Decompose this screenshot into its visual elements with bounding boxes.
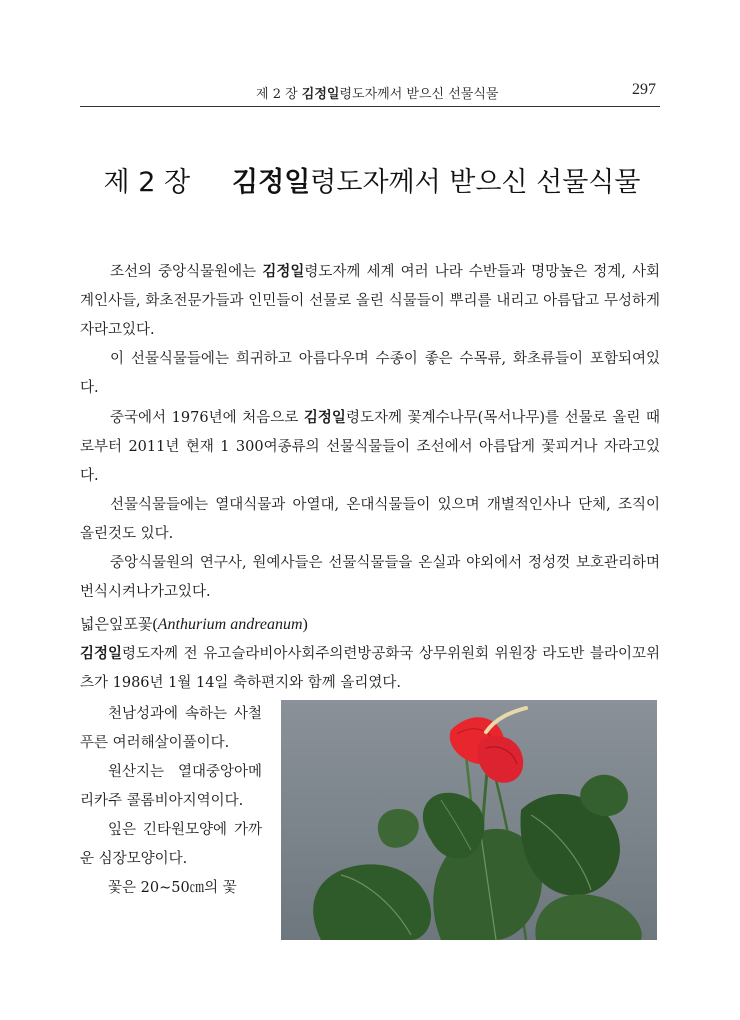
running-title-name: 김정일 [301,87,340,102]
plant-intro-name: 김정일 [80,645,123,662]
anthurium-photo [281,700,657,940]
running-title-prefix: 제 2 장 [256,87,302,102]
p3-text-b: 령도자께 꽃계수나무(목서나무)를 선물로 올린 때로부터 2011년 현재 1 300여종류의 선물식물들이 조선에서 아름답게 꽃피거나 자라고있다. [80,410,660,484]
page-number: 297 [632,81,656,98]
body-text [80,257,660,607]
plant-intro-text: 령도자께 전 유고슬라비아사회주의련방공화국 상무위원회 위원장 라도반 블라이꼬위츠가 1986년 1월 14일 축하편지와 함께 올리였다. [80,646,660,691]
running-header [80,80,660,107]
running-title-suffix: 령도자께서 받으신 선물식물 [339,87,499,102]
chapter-number: 제 2 장 [103,167,191,198]
plant-name-latin: Anthurium andreanum [157,616,303,633]
plant-entry [80,610,660,698]
paragraph-5: 중앙식물원의 연구사, 원예사들은 선물식물들을 온실과 야외에서 정성껏 보호관리하며 번식시켜나가고있다. [80,555,660,600]
p3-name: 김정일 [303,409,346,426]
paragraph-4: 선물식물들에는 열대식물과 아열대, 온대식물들이 있으며 개별적인사나 단체, 조직이 올린것도 있다. [80,497,660,542]
chapter-title-rest: 령도자께서 받으신 선물식물 [310,167,641,198]
paragraph-2: 이 선물식물들에는 희귀하고 아름다우며 수종이 좋은 수목류, 화초류들이 포함되여있다. [80,351,660,396]
plant-name-korean: 넓은잎포꽃 [80,615,153,633]
plant-desc-flower: 꽃은 20∼50㎝의 꽃 [108,880,237,896]
plant-desc-origin: 원산지는 열대중앙아메리카주 콜롬비아지역이다. [80,764,262,809]
plant-heading: 넓은잎포꽃(Anthurium andreanum) [80,615,308,633]
p1-text-b: 령도자께 세계 여러 나라 수반들과 명망높은 정계, 사회계인사들, 화초전문가들과 인민들이 선물로 올린 식물들이 뿌리를 내리고 아름답고 무성하게 자라고있다. [80,264,660,338]
chapter-title [82,160,662,199]
plant-desc-leaf: 잎은 긴타원모양에 가까운 심장모양이다. [80,822,262,867]
p1-name: 김정일 [262,263,305,280]
chapter-name: 김정일 [232,167,311,198]
paragraph-3 [80,403,660,491]
plant-desc-family: 천남성과에 속하는 사철푸른 여러해살이풀이다. [80,706,262,751]
anthurium-illustration [281,700,657,940]
p3-text-a: 중국에서 1976년에 처음으로 [110,410,304,426]
p1-text-a: 조선의 중앙식물원에는 [110,264,263,280]
paragraph-1 [80,257,660,345]
running-title [256,83,498,102]
plant-intro [80,639,660,698]
plant-description [80,700,262,903]
